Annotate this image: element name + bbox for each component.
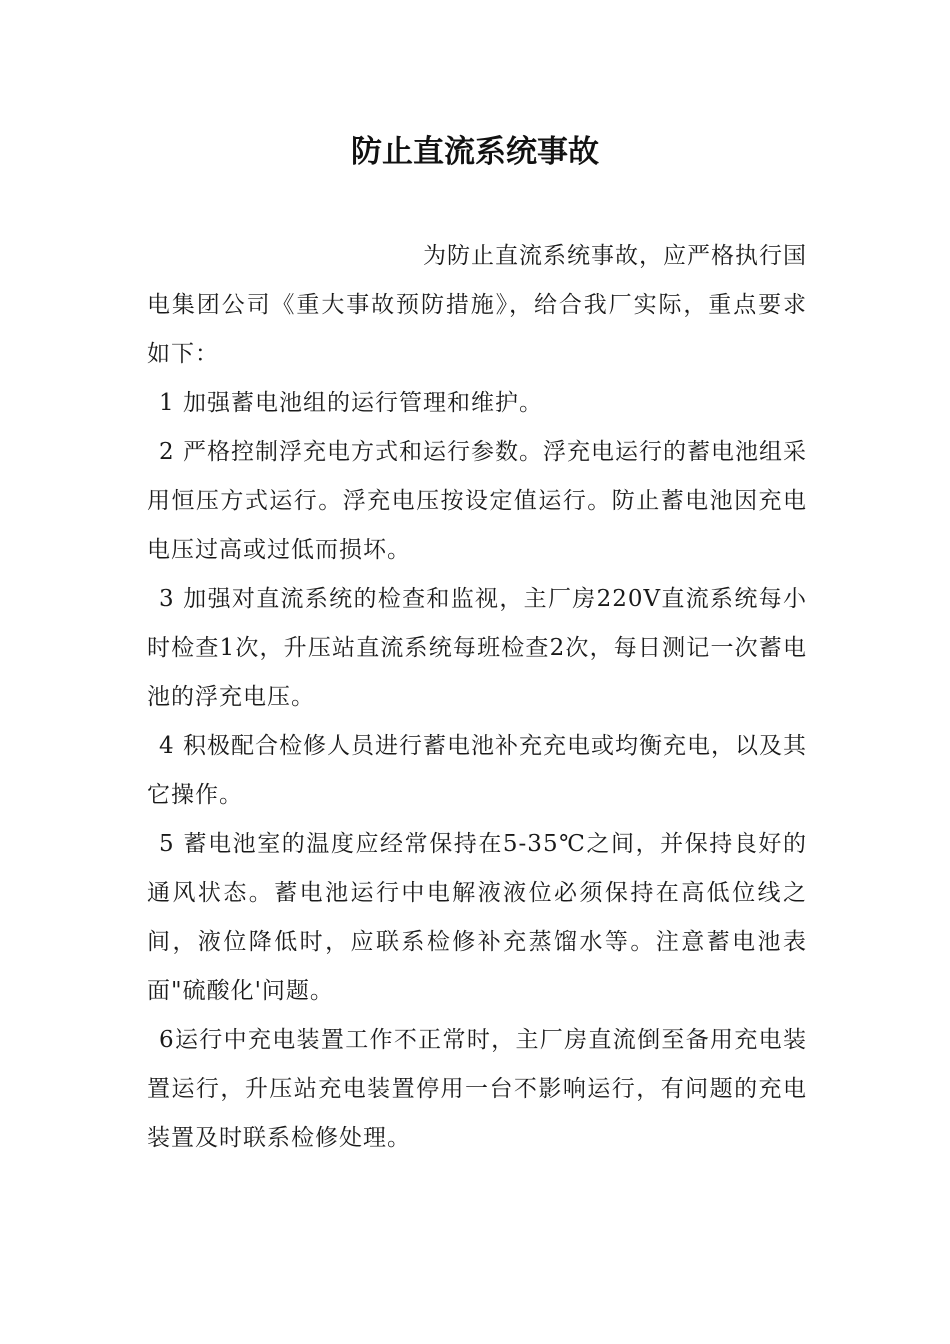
measure-item-4: 4 积极配合检修人员进行蓄电池补充充电或均衡充电，以及其它操作。 xyxy=(147,733,807,808)
measure-item-1: 1 加强蓄电池组的运行管理和维护。 xyxy=(159,390,543,416)
measure-item-6: 6运行中充电装置工作不正常时，主厂房直流倒至备用充电装置运行，升压站充电装置停用一台不影响运行，有问题的充电装置及时联系检修处理。 xyxy=(147,1027,807,1151)
measure-item-5: 5 蓄电池室的温度应经常保持在5-35℃之间，并保持良好的通风状态。蓄电池运行中电解液液位必须保持在高低位线之间，液位降低时，应联系检修补充蒸馏水等。注意蓄电池表面"硫酸化'问题。 xyxy=(147,831,807,1004)
document-body xyxy=(147,232,807,1163)
measure-item-3: 3 加强对直流系统的检查和监视，主厂房220V直流系统每小时检查1次，升压站直流系统每班检查2次，每日测记一次蓄电池的浮充电压。 xyxy=(147,586,807,710)
document-title: 防止直流系统事故 xyxy=(351,134,599,170)
measure-item-2: 2 严格控制浮充电方式和运行参数。浮充电运行的蓄电池组采用恒压方式运行。浮充电压按设定值运行。防止蓄电池因充电电压过高或过低而损坏。 xyxy=(147,439,807,563)
intro-paragraph: 为防止直流系统事故，应严格执行国电集团公司《重大事故预防措施》，给合我厂实际，重点要求如下： xyxy=(147,243,807,367)
